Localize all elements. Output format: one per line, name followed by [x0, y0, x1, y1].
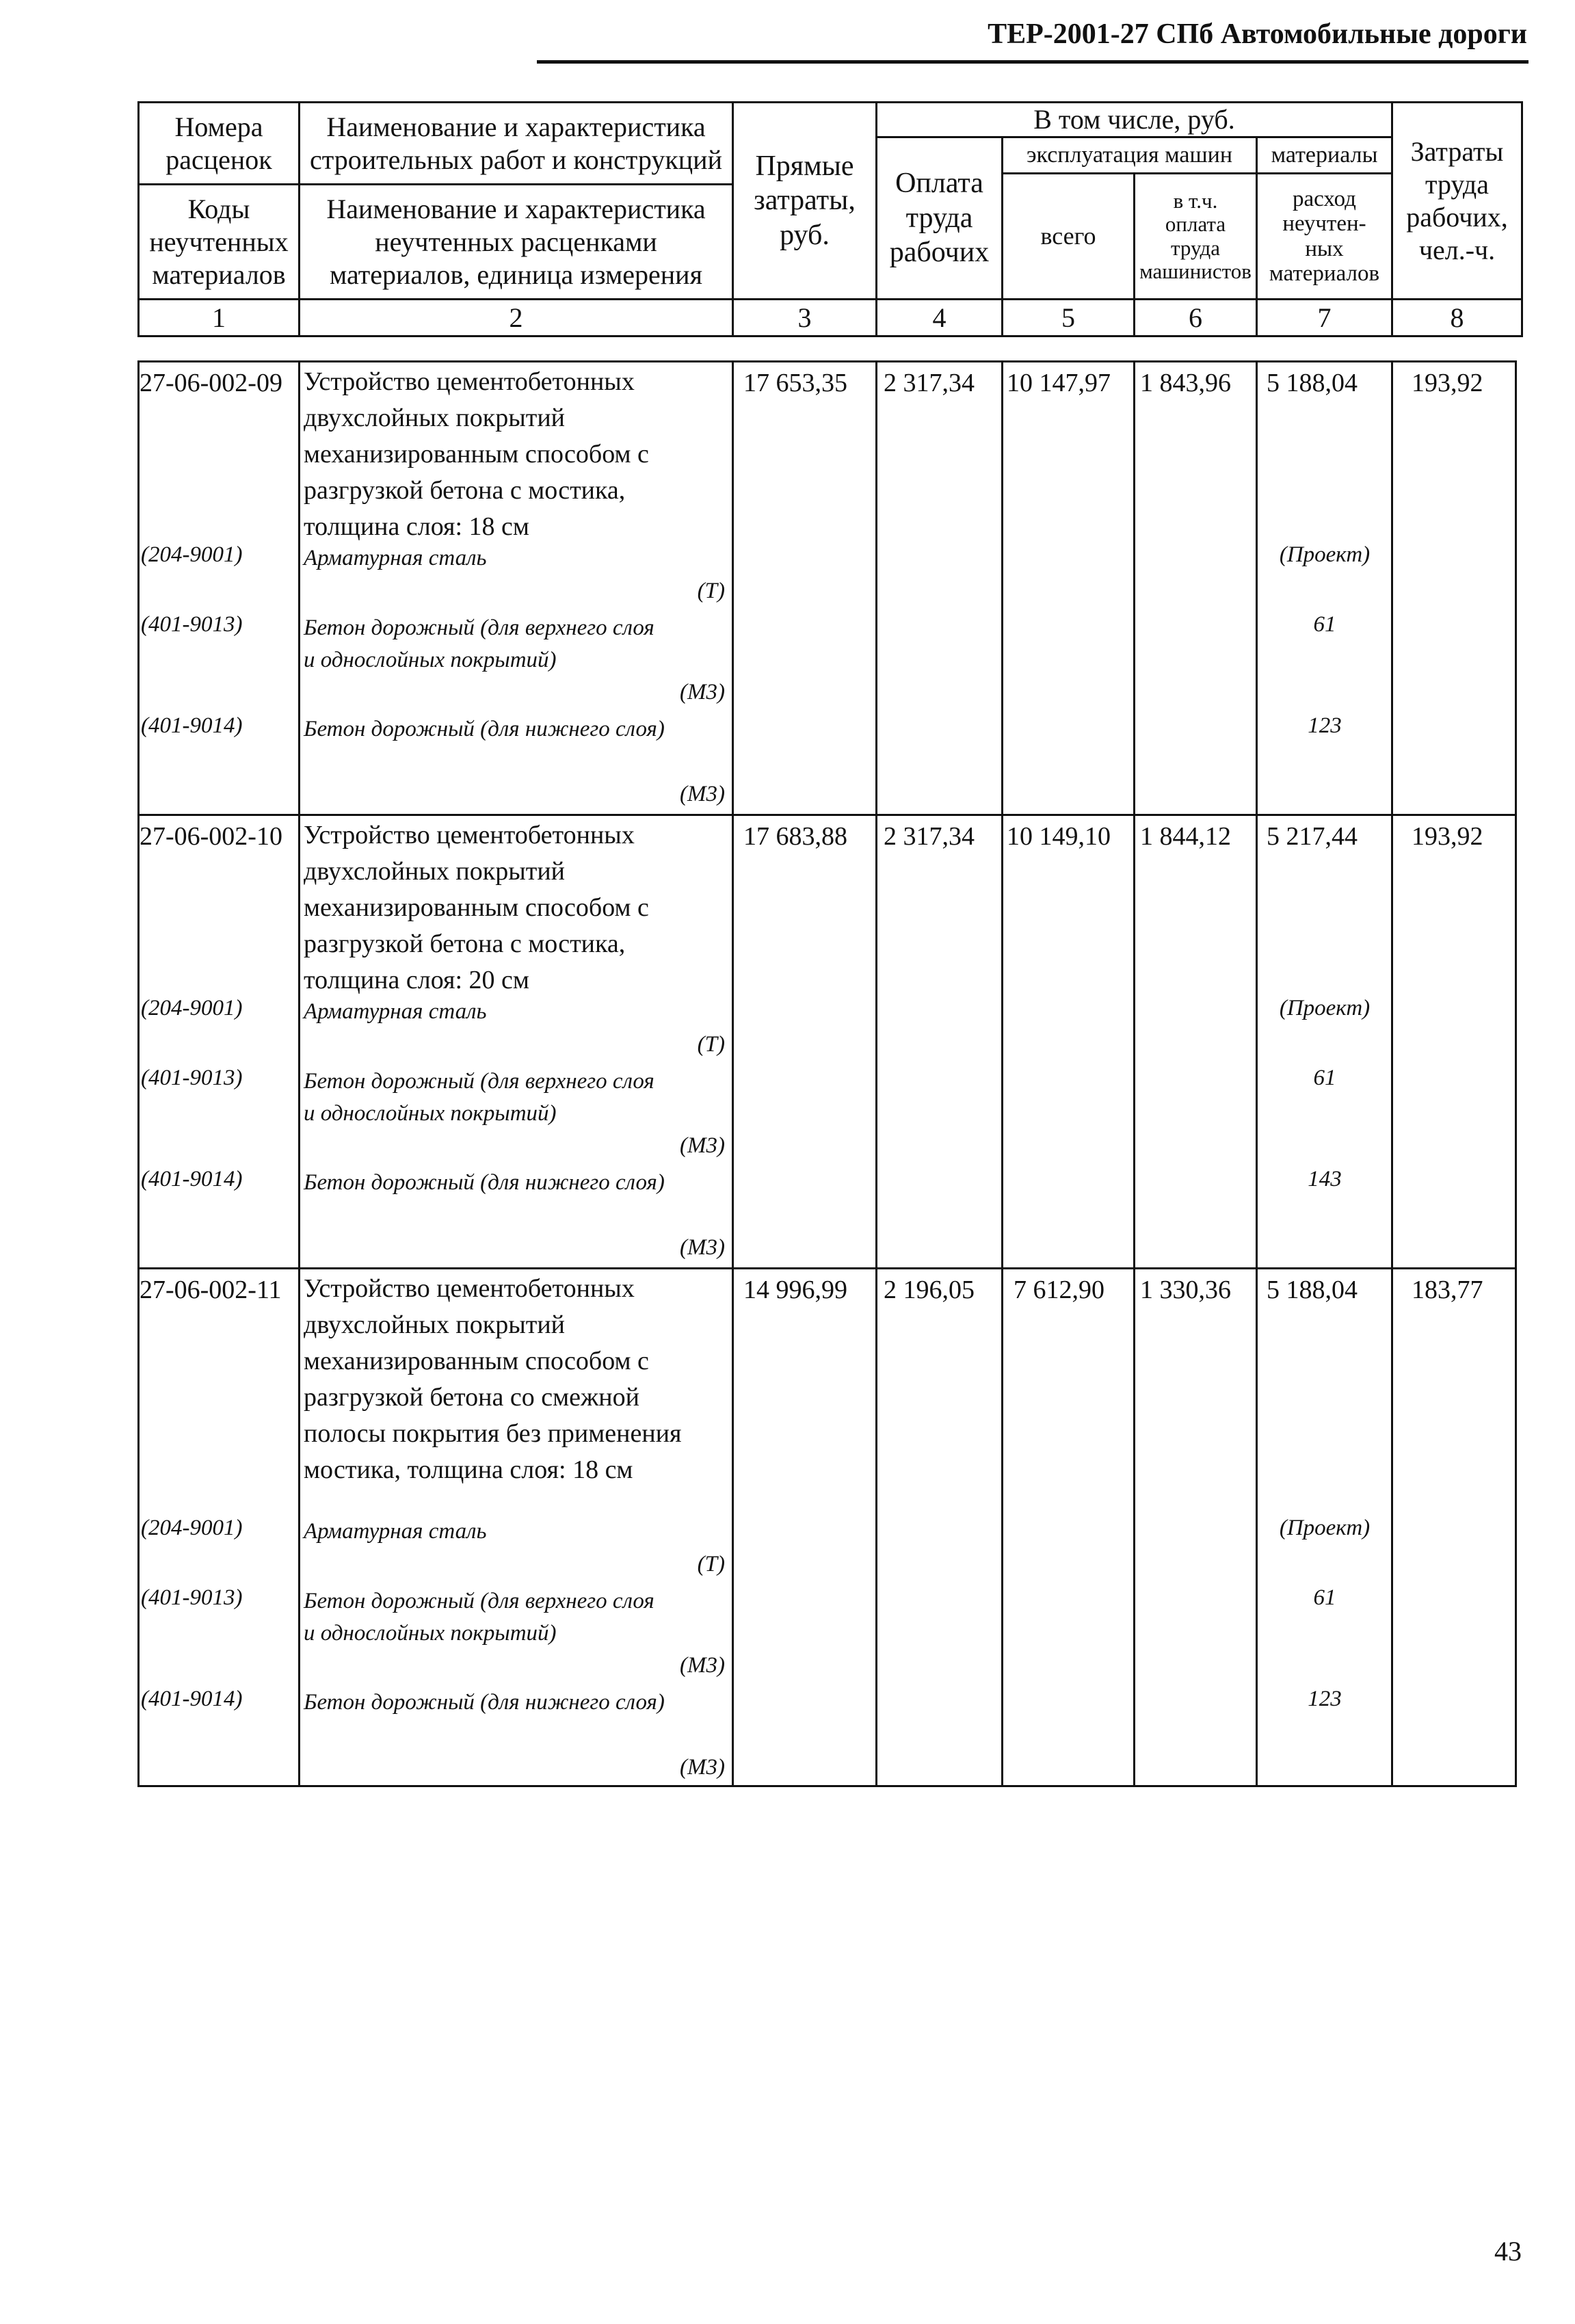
material-name: Арматурная сталь	[304, 999, 487, 1024]
col8-line: рабочих,	[1406, 201, 1508, 233]
labor-pay: 2 317,34	[884, 369, 975, 397]
material-unit: (Т)	[697, 579, 725, 603]
column-divider	[1391, 360, 1393, 1787]
machines-label: эксплуатация машин	[1026, 142, 1233, 168]
work-title: Устройство цементобетонных двухслойных покрытий механизированным способом с разгрузкой бетона со смежной полосы покрытия без применения мостика, толщина слоя: 18 см	[304, 1274, 682, 1484]
col4-line: рабочих	[889, 237, 990, 269]
col-number-label: 7	[1317, 302, 1332, 333]
col2-bottom-line: Наименование и характеристика	[326, 193, 706, 224]
col3-line: Прямые	[755, 150, 854, 182]
col1-bottom-line: неучтенных	[149, 226, 289, 257]
header-rule	[537, 60, 1528, 64]
col6-line: в т.ч.	[1173, 189, 1218, 213]
col2-bottom-line: неучтенных расценками	[375, 226, 657, 257]
work-title: Устройство цементобетонных двухслойных покрытий механизированным способом с разгрузкой бетона с мостика, толщина слоя: 20 см	[304, 821, 649, 994]
material-code: (401-9014)	[141, 1687, 243, 1711]
col-number-label: 8	[1450, 302, 1464, 333]
material-name: Бетон дорожный (для верхнего слоя и однослойных покрытий)	[304, 1069, 654, 1126]
col4-line: труда	[905, 202, 973, 234]
group-header	[875, 101, 1393, 138]
col1-bottom-line: Коды	[187, 193, 250, 224]
col4-line: Оплата	[895, 168, 983, 200]
machinist-pay: 1 843,96	[1140, 369, 1231, 397]
col5-header	[1001, 172, 1135, 300]
labor-hours: 193,92	[1412, 822, 1483, 851]
group-header-label: В том числе, руб.	[1033, 104, 1235, 135]
material-unit: (М3)	[680, 1133, 725, 1158]
col6-line: оплата	[1165, 212, 1226, 237]
column-divider	[1001, 360, 1003, 1787]
labor-pay: 2 196,05	[884, 1276, 975, 1304]
material-qty: 61	[1313, 612, 1336, 637]
material-code: (401-9013)	[141, 1066, 243, 1090]
materials-cost: 5 188,04	[1267, 1276, 1358, 1304]
running-header: ТЕР-2001-27 СПб Автомобильные дороги	[988, 18, 1527, 50]
material-name: Арматурная сталь	[304, 1519, 487, 1544]
col7-line: неучтен-	[1282, 211, 1366, 237]
col2-top-line: Наименование и характеристика	[326, 111, 706, 142]
col-number-7	[1256, 298, 1393, 337]
rate-code: 27-06-002-09	[140, 369, 282, 397]
col3-header	[732, 101, 877, 300]
col8-line: чел.-ч.	[1418, 234, 1496, 265]
col-number-4	[875, 298, 1003, 337]
rate-code: 27-06-002-10	[140, 822, 282, 851]
material-unit: (М3)	[680, 1755, 725, 1780]
material-unit: (Т)	[697, 1552, 725, 1576]
material-qty: 123	[1308, 713, 1342, 738]
col3-line: руб.	[780, 219, 830, 251]
row-divider	[137, 814, 1517, 816]
material-qty: 61	[1313, 1585, 1336, 1610]
material-qty: 123	[1308, 1687, 1342, 1711]
col2-top-header	[298, 101, 734, 185]
machines-total: 10 149,10	[1007, 822, 1111, 851]
materials-cost: 5 217,44	[1267, 822, 1358, 851]
col7-line: ных	[1305, 236, 1344, 261]
col5-label: всего	[1040, 222, 1096, 250]
material-code: (401-9013)	[141, 1585, 243, 1610]
labor-pay: 2 317,34	[884, 822, 975, 851]
material-code: (204-9001)	[141, 542, 243, 567]
col-number-label: 1	[212, 302, 226, 333]
col2-bottom-line: материалов, единица измерения	[330, 259, 702, 290]
col6-line: машинистов	[1139, 259, 1252, 283]
col-number-8	[1391, 298, 1523, 337]
col-number-2	[298, 298, 734, 337]
col6-line: труда	[1170, 235, 1221, 260]
col7-header	[1256, 172, 1393, 300]
material-qty: 143	[1308, 1167, 1342, 1191]
col-number-5	[1001, 298, 1135, 337]
material-name: Бетон дорожный (для нижнего слоя)	[304, 1690, 665, 1715]
machinist-pay: 1 844,12	[1140, 822, 1231, 851]
labor-hours: 183,77	[1412, 1276, 1483, 1304]
col1-top-line: расценок	[166, 144, 272, 175]
col-number-label: 4	[932, 302, 947, 333]
material-unit: (М3)	[680, 680, 725, 704]
direct-costs: 17 653,35	[743, 369, 847, 397]
machines-total: 7 612,90	[1014, 1276, 1104, 1304]
material-name: Бетон дорожный (для верхнего слоя и однослойных покрытий)	[304, 1589, 654, 1646]
col4-header	[875, 136, 1003, 300]
materials-cost: 5 188,04	[1267, 369, 1358, 397]
machines-header	[1001, 136, 1258, 174]
col7-line: расход	[1293, 186, 1356, 211]
labor-hours: 193,92	[1412, 369, 1483, 397]
material-code: (401-9014)	[141, 713, 243, 738]
row-divider	[137, 1267, 1517, 1269]
material-unit: (М3)	[680, 782, 725, 806]
col-number-label: 2	[509, 302, 523, 333]
col-number-label: 6	[1189, 302, 1202, 333]
col1-top-header	[137, 101, 300, 185]
material-code: (401-9014)	[141, 1167, 243, 1191]
col6-header	[1133, 172, 1258, 300]
col8-header	[1391, 101, 1523, 300]
page-number: 43	[1494, 2236, 1522, 2267]
col8-line: труда	[1425, 168, 1490, 200]
direct-costs: 17 683,88	[743, 822, 847, 851]
column-divider	[875, 360, 877, 1787]
material-name: Бетон дорожный (для нижнего слоя)	[304, 1170, 665, 1195]
material-qty: 61	[1313, 1066, 1336, 1090]
col-number-label: 5	[1061, 302, 1075, 333]
material-unit: (М3)	[680, 1235, 725, 1260]
col3-line: затраты,	[754, 185, 856, 217]
col2-bottom-header	[298, 183, 734, 300]
col1-bottom-header	[137, 183, 300, 300]
col-number-label: 3	[797, 302, 812, 333]
machinist-pay: 1 330,36	[1140, 1276, 1231, 1304]
column-divider	[298, 360, 300, 1787]
col-number-3	[732, 298, 877, 337]
material-code: (401-9013)	[141, 612, 243, 637]
material-unit: (М3)	[680, 1653, 725, 1678]
work-title: Устройство цементобетонных двухслойных покрытий механизированным способом с разгрузкой бетона с мостика, толщина слоя: 18 см	[304, 367, 649, 541]
col-number-1	[137, 298, 300, 337]
material-name: Бетон дорожный (для нижнего слоя)	[304, 717, 665, 741]
col7-line: материалов	[1269, 261, 1380, 286]
col1-top-line: Номера	[174, 111, 263, 142]
material-qty: (Проект)	[1279, 542, 1371, 567]
materials-label: материалы	[1271, 142, 1378, 168]
material-name: Арматурная сталь	[304, 546, 487, 570]
material-name: Бетон дорожный (для верхнего слоя и однослойных покрытий)	[304, 616, 654, 672]
rate-code: 27-06-002-11	[140, 1276, 282, 1304]
material-code: (204-9001)	[141, 996, 243, 1020]
material-qty: (Проект)	[1279, 1516, 1371, 1540]
material-code: (204-9001)	[141, 1516, 243, 1540]
column-divider	[1256, 360, 1258, 1787]
column-divider	[1133, 360, 1135, 1787]
materials-header	[1256, 136, 1393, 174]
direct-costs: 14 996,99	[743, 1276, 847, 1304]
material-qty: (Проект)	[1279, 996, 1371, 1020]
material-unit: (Т)	[697, 1032, 725, 1057]
machines-total: 10 147,97	[1007, 369, 1111, 397]
col1-bottom-line: материалов	[152, 259, 286, 290]
col8-line: Затраты	[1410, 135, 1504, 167]
column-divider	[732, 360, 734, 1787]
col-number-6	[1133, 298, 1258, 337]
col2-top-line: строительных работ и конструкций	[310, 144, 722, 175]
